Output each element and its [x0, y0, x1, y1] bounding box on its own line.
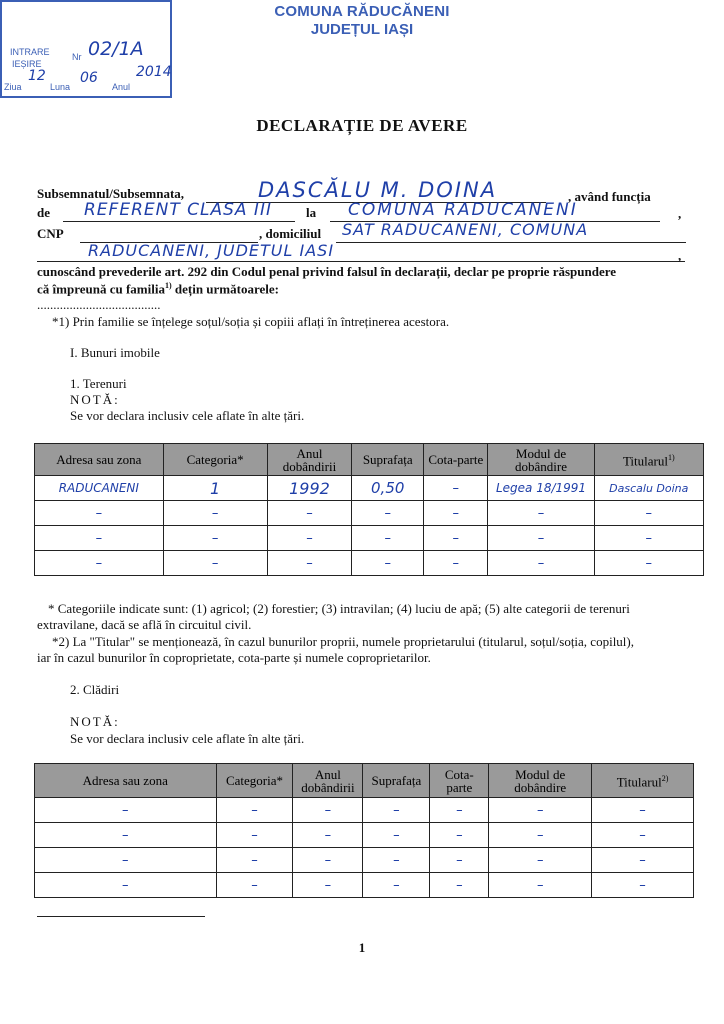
- de-label: de: [37, 205, 50, 220]
- table-row: – – – – – – –: [35, 551, 704, 576]
- la-label: la: [306, 205, 317, 220]
- page-title: DECLARAȚIE DE AVERE: [256, 116, 468, 135]
- table-row: RADUCANENI 1 1992 0,50 – Legea 18/1991 Dascalu Doina: [35, 476, 704, 501]
- stamp-nr-value: 02/1A: [88, 38, 144, 60]
- col-header-adresa: Adresa sau zona: [35, 444, 164, 476]
- intro-line-2: că împreună cu familia$^{1)}$ dețin următoarele:: [37, 281, 279, 297]
- institutia-value: COMUNA RADUCANENI: [348, 200, 578, 220]
- nota-text-2: Se vor declara inclusiv cele aflate în alte țări.: [70, 731, 305, 746]
- table-row: – – – – – – –: [35, 848, 694, 873]
- stamp-ziua-value: 12: [28, 68, 46, 84]
- intro-dots: ......................................: [37, 297, 161, 312]
- table-row: – – – – – – –: [35, 798, 694, 823]
- col-header-suprafata: Suprafața: [363, 764, 430, 798]
- stamp-ziua-label: Ziua: [4, 82, 22, 92]
- intro-line-1: cunoscând prevederile art. 292 din Codul penal privind falsul în declarații, declar pe proprie răspundere: [37, 264, 617, 279]
- col-header-modul: Modul de dobândire: [488, 444, 594, 476]
- titular-note-1: *2) La "Titular" se menționează, în cazul bunurilor proprii, numele proprietarului (titularul, soțul/soția, copilul),: [52, 634, 634, 649]
- table-row: – – – – – – –: [35, 501, 704, 526]
- registration-stamp: [0, 0, 450, 98]
- domiciliul-value-1: SAT RADUCANENI, COMUNA: [342, 220, 589, 239]
- col-header-titular: Titularul$^{2)}$: [592, 764, 694, 798]
- terenuri-table: [34, 443, 704, 576]
- col-header-cota: Cota-parte: [430, 764, 489, 798]
- nota-label-2: NOTĂ:: [70, 714, 120, 729]
- col-header-suprafata: Suprafața: [352, 444, 424, 476]
- cnp-label: CNP: [37, 226, 64, 241]
- cladiri-table: [34, 763, 694, 898]
- stamp-anul-label: Anul: [112, 82, 131, 92]
- subsemnatul-label: Subsemnatul/Subsemnata,: [37, 186, 185, 201]
- nota-text-1: Se vor declara inclusiv cele aflate în alte țări.: [70, 408, 305, 423]
- functia-value: REFERENT CLASA III: [84, 200, 272, 220]
- stamp-intrare-label: INTRARE: [10, 47, 50, 57]
- subsection-terenuri: 1. Terenuri: [70, 376, 127, 391]
- footnote-separator: [37, 916, 205, 917]
- col-header-adresa: Adresa sau zona: [35, 764, 217, 798]
- domiciliul-value-2: RADUCANENI, JUDETUL IASI: [88, 241, 335, 260]
- col-header-categoria: Categoria*: [163, 444, 267, 476]
- col-header-titular: Titularul$^{1)}$: [594, 444, 703, 476]
- categorii-note-1: * Categoriile indicate sunt: (1) agricol; (2) forestier; (3) intravilan; (4) luciu de apă; (5) alte categorii de terenuri: [48, 601, 630, 616]
- stamp-luna-label: Luna: [50, 82, 71, 92]
- col-header-cota: Cota-parte: [424, 444, 488, 476]
- stamp-iesire-label: IEȘIRE: [12, 59, 42, 69]
- col-header-modul: Modul de dobândire: [489, 764, 592, 798]
- declarant-name: DASCĂLU M. DOINA: [258, 178, 498, 202]
- table-row: – – – – – – –: [35, 526, 704, 551]
- stamp-county: JUDEȚUL IAȘI: [310, 21, 414, 38]
- subsection-cladiri: 2. Clădiri: [70, 682, 120, 697]
- table-row: – – – – – – –: [35, 873, 694, 898]
- section-heading-bunuri-imobile: I. Bunuri imobile: [70, 345, 160, 360]
- footnote-familie: *1) Prin familie se înțelege soțul/soția și copiii aflați în întreținerea acestora.: [52, 314, 450, 329]
- domiciliul-label: , domiciliul: [259, 226, 322, 241]
- stamp-nr-label: Nr: [72, 52, 82, 62]
- stamp-commune: COMUNA RĂDUCĂNENI: [274, 3, 450, 20]
- stamp-anul-value: 2014: [136, 64, 172, 80]
- table-row: – – – – – – –: [35, 823, 694, 848]
- titular-note-2: iar în cazul bunurilor în coproprietate, cota-parte și numele coproprietarilor.: [37, 650, 431, 665]
- col-header-categoria: Categoria*: [216, 764, 293, 798]
- nota-label-1: NOTĂ:: [70, 392, 120, 407]
- page-number: 1: [358, 940, 366, 955]
- stamp-luna-value: 06: [80, 70, 98, 86]
- functia-label: , având funcția: [568, 189, 651, 204]
- col-header-anul: Anul dobândirii: [267, 444, 352, 476]
- col-header-anul: Anul dobândirii: [293, 764, 363, 798]
- categorii-note-2: extravilane, dacă se află în circuitul civil.: [37, 617, 252, 632]
